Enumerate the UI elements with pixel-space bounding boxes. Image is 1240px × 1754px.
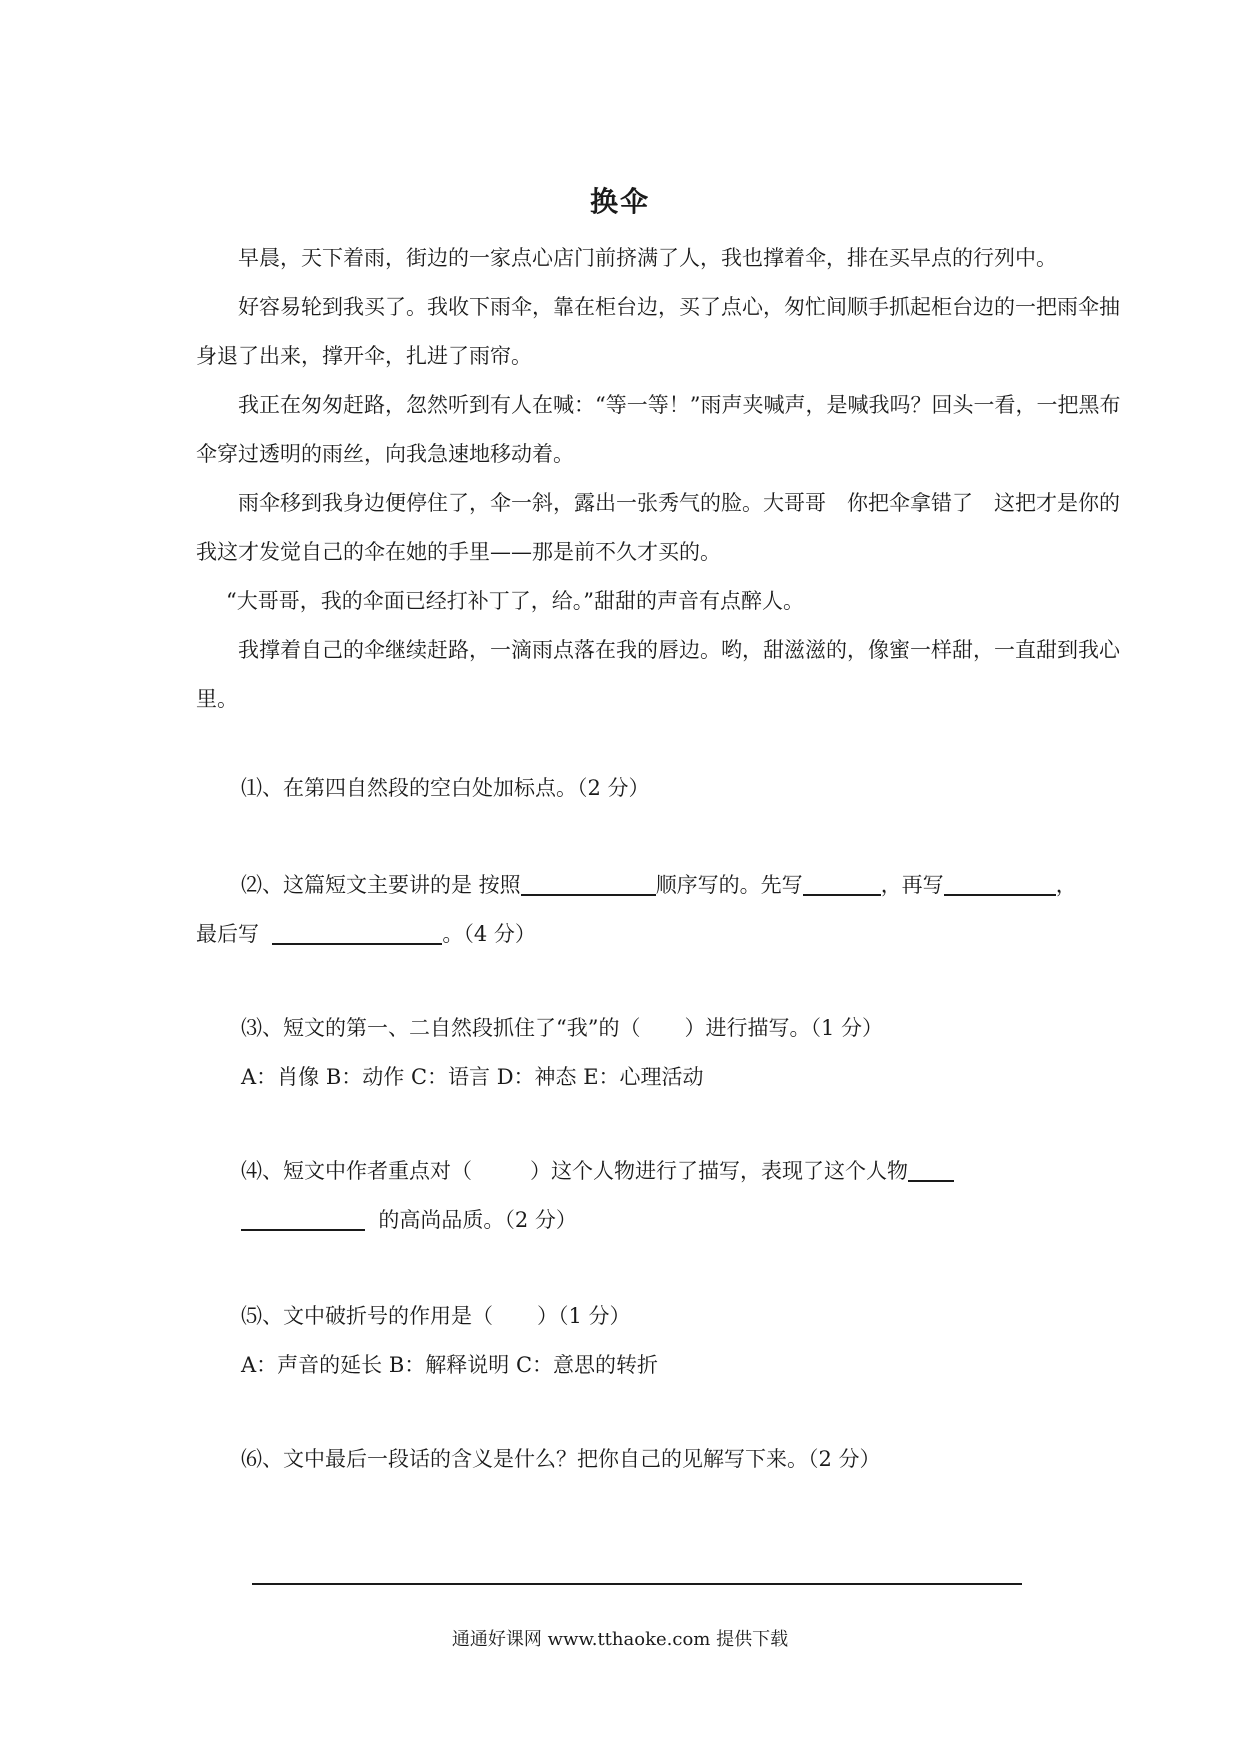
footer: 通通好课网 www.tthaoke.com 提供下载: [451, 1629, 789, 1650]
question-2-text: ⑵、这篇短文主要讲的是 按照: [241, 873, 521, 897]
answer-blank[interactable]: [803, 870, 881, 896]
page-title: 换伞: [589, 185, 650, 218]
question-5-stem: [196, 1292, 1126, 1341]
question-3-stem: [196, 1004, 1126, 1053]
question-1-text: ⑴、在第四自然段的空白处加标点。（2 分）: [241, 776, 650, 800]
question-4: [196, 1147, 1126, 1245]
question-5-text: ⑸、文中破折号的作用是（: [241, 1304, 493, 1328]
passage-paragraph: 雨伞移到我身边便停住了，伞一斜，露出一张秀气的脸。大哥哥 你把伞拿错了 这把才是你的 我这才发觉自己的伞在她的手里——那是前不久才买的。: [196, 491, 1141, 564]
question-4-text: ）这个人物进行了描写，表现了这个人物: [530, 1159, 908, 1183]
passage-paragraph: 我撑着自己的伞继续赶路，一滴雨点落在我的唇边。哟，甜滋滋的，像蜜一样甜，一直甜到我心里。: [196, 638, 1120, 711]
question-4-stem: [196, 1147, 1126, 1196]
answer-line[interactable]: [252, 1583, 1022, 1585]
question-5: [196, 1292, 1126, 1390]
answer-blank[interactable]: [521, 870, 656, 896]
question-3-text: ⑶、短文的第一、二自然段抓住了“我”的（: [241, 1016, 641, 1040]
question-6: [196, 1435, 1126, 1484]
question-3: [196, 1004, 1126, 1102]
question-2-line-1: [196, 861, 1126, 910]
answer-blank[interactable]: [241, 1205, 365, 1231]
question-4-text: ⑷、短文中作者重点对（: [241, 1159, 472, 1183]
question-2-text: 顺序写的。先写: [655, 873, 803, 897]
question-3-text: ）进行描写。（1 分）: [684, 1016, 884, 1040]
question-2-text: ，再写: [880, 873, 944, 897]
answer-blank[interactable]: [272, 919, 442, 945]
answer-blank[interactable]: [944, 870, 1056, 896]
question-3-options: A：肖像 B：动作 C：语言 D：神态 E：心理活动: [241, 1065, 704, 1089]
question-4-line-2: [196, 1196, 1126, 1245]
question-2-text: 最后写: [196, 922, 259, 946]
question-2-text: 。（4 分）: [442, 922, 536, 946]
question-2: [196, 861, 1126, 959]
question-1: [196, 764, 1126, 813]
question-6-text: ⑹、文中最后一段话的含义是什么？把你自己的见解写下来。（2 分）: [241, 1447, 881, 1471]
passage-paragraph: “大哥哥，我的伞面已经打补丁了，给。”甜甜的声音有点醉人。: [226, 589, 804, 613]
passage: [196, 234, 1141, 724]
question-5-text: ）（1 分）: [537, 1304, 631, 1328]
question-5-options: A：声音的延长 B：解释说明 C：意思的转折: [241, 1353, 659, 1377]
question-2-text: ，: [1055, 873, 1077, 897]
question-4-text: 的高尚品质。（2 分）: [378, 1208, 577, 1232]
answer-blank[interactable]: [908, 1156, 954, 1182]
passage-paragraph: 我正在匆匆赶路，忽然听到有人在喊：“等一等！”雨声夹喊声，是喊我吗？回头一看，一把黑布伞穿过透明的雨丝，向我急速地移动着。: [196, 393, 1121, 466]
question-2-line-2: [196, 910, 1126, 959]
passage-paragraph: 好容易轮到我买了。我收下雨伞，靠在柜台边，买了点心，匆忙间顺手抓起柜台边的一把雨伞抽身退了出来，撑开伞，扎进了雨帘。: [196, 295, 1120, 368]
passage-paragraph: 早晨，天下着雨，街边的一家点心店门前挤满了人，我也撑着伞，排在买早点的行列中。: [238, 246, 1057, 270]
